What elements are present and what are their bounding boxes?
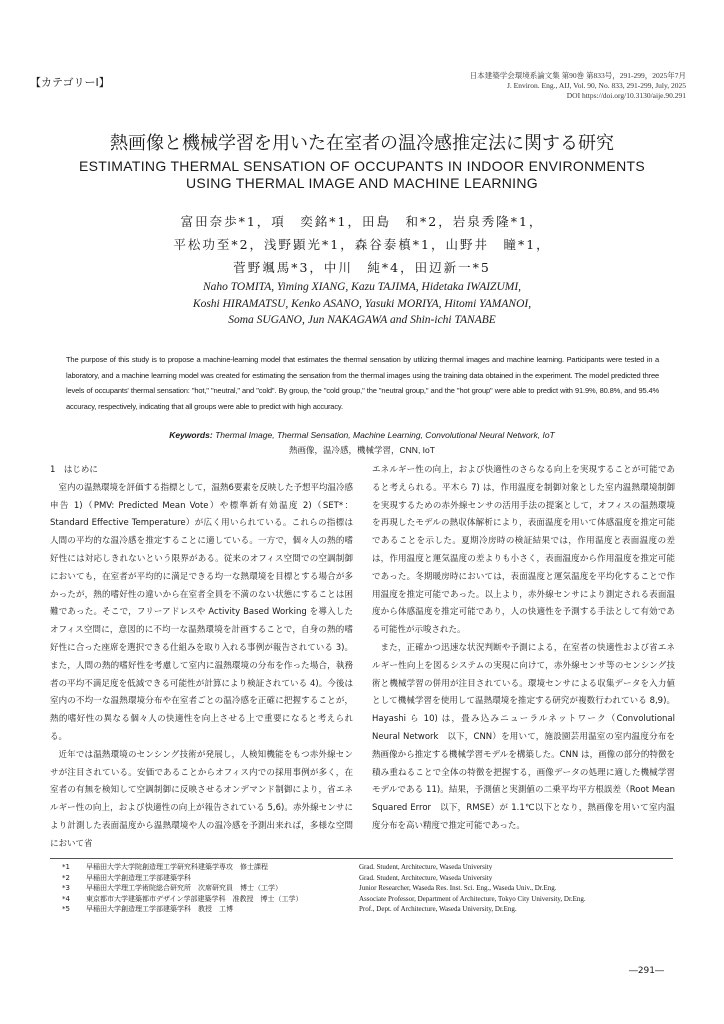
footnote-en: Prof., Dept. of Architecture, Waseda University, Dr.Eng. [359,905,517,914]
footnote-mark: *4 [62,894,70,903]
authors-en-line: Koshi HIRAMATSU, Kenko ASANO, Yasuki MORIYA, Hitomi YAMANOI, [192,297,532,310]
category-label: 【カテゴリーⅠ】 [30,76,110,89]
footnote-mark: *1 [62,863,70,871]
authors-en-line: Soma SUGANO, Jun NAKAGAWA and Shin-ichi TANABE [228,314,496,326]
footnote-text: 早稲田大学理工学術院総合研究所 次席研究員 博士（工学） [86,884,282,893]
body-column-left [50,462,353,854]
authors-en-line: Naho TOMITA, Yiming XIANG, Kazu TAJIMA, Hidetaka IWAIZUMI, [202,281,522,293]
abstract: The purpose of this study is to propose a machine-learning model that estimates the thermal sensation by utilizing thermal images and machine learning. Participants were tested in a laboratory, and a machine learning model was created for estimating the sensation from the thermal images using the training data obtained in the experiment. The model predicted three levels of occupants' thermal sensation: "hot," "neutral," and "cold". By group, the "cold group," the "neutral group," and the "hot group" were able to predict with 91.9%, 80.8%, and 95.4% accuracy, respectively, indicating that all groups were able to predict with high accuracy. [66,355,659,411]
footnote-mark: *2 [62,873,70,882]
keywords-label: Keywords: [169,430,213,440]
footnote-jp [62,904,303,915]
footnote-en: Associate Professor, Department of Architecture, Tokyo City University, Dr.Eng. [359,894,586,903]
paper-title-jp: 熱画像と機械学習を用いた在室者の温冷感推定法に関する研究 [110,133,614,154]
footnote-mark: *5 [62,905,70,914]
page-number: ―291― [628,966,664,976]
footnote-text: 早稲田大学創造理工学部建築学科 [86,873,191,882]
footnotes-en [359,862,586,915]
footnote-jp [62,862,303,873]
footnote-mark: *3 [62,884,70,893]
footnote-text: 東京都市大学建築都市デザイン学部建築学科 准教授 博士（工学） [86,894,303,903]
paragraph: 室内の温熱環境を評価する指標として，温熱6要素を反映した予想平均温冷感申告 1)（PMV: Predicted Mean Vote）や標準新有効温度 2)（SET*：Standard Effective Temperature）が広く用いられている。これらの指標は人間の平均的な温冷感を推定することに適している。一方で，個々人の熱的嗜好性には対応しきれないという限界がある。従来のオフィス空間での空調制御においても，在室者が平均的に満足できる均一な熱環境を目標とする場合が多かったが，熱的嗜好性の違いから在室者全員を不満のない状態にすることは困難であった。そこで，フリーアドレスや Activity Based Working を導入したオフィス空間に，意図的に不均一な温熱環境を計画することで，自身の熱的嗜好性に合った座席を選択できる仕組みを取り入れる事例が報告されている 3)。また，人間の熱的嗜好性を考慮して室内に温熱環境の分布を作った場合，執務者の平均不満足度を低減できる可能性が計算により検証されている 4)。今後は室内の不均一な温熱環境分布や在室者ごとの温冷感を正確に把握することが，熱的嗜好性の異なる個々人の快適性を向上させる上で重要になると考えられる。 [50,482,353,742]
authors-jp-line: 平松功至*2，浅野顕光*1，森谷泰槙*1，山野井 瞳*1， [173,237,551,252]
paragraph: エネルギー性の向上，および快適性のさらなる向上を実現することが可能であると考えられる。平木ら 7) は，作用温度を制御対象とした室内温熱環境制御を実現するための赤外線センサの活用手法の提案として，オフィスの温熱環境を再現したモデルの熱収体解析により，表面温度を用いて体感温度を推定可能であることを示した。夏期冷房時の検証結果では，作用温度と表面温度の差は，作用温度と運気温度の差よりも小さく，表面温度から作用温度を推定可能であった。冬期暖房時においては，表面温度と運気温度を平均化することで作用温度を推定可能であった。以上より，赤外線センサにより測定される表面温度から体感温度を推定可能であり，人の快適性を予測する手法として有効である可能性が示唆された。 [372,465,675,636]
footnote-jp [62,894,303,905]
footnote-divider [50,858,673,859]
footnote-jp [62,873,303,884]
journal-en: J. Environ. Eng., AIJ, Vol. 90, No. 833, 291-299, July, 2025 [506,81,686,90]
footnote-text: 早稲田大学大学院創造理工学研究科建築学専攻 修士課程 [86,863,268,871]
footnotes-jp [62,862,303,915]
footnote-text: 早稲田大学創造理工学部建築学科 教授 工博 [86,905,233,914]
keywords-en: Thermal Image, Thermal Sensation, Machine Learning, Convolutional Neural Network, IoT [215,430,555,440]
authors-jp-line: 富田奈歩*1，項 奕銘*1，田島 和*2，岩泉秀隆*1， [180,214,544,229]
authors-jp-line: 菅野颯馬*3，中川 純*4，田辺新一*5 [233,260,491,275]
authors-jp [0,210,724,279]
footnote-en: Grad. Student, Architecture, Waseda University [359,863,493,871]
paper-title-en: ESTIMATING THERMAL SENSATION OF OCCUPANTS IN INDOOR ENVIRONMENTS USING THERMAL IMAGE AND MACHINE LEARNING [78,158,646,191]
footnote-jp [62,883,303,894]
footnote-en: Grad. Student, Architecture, Waseda University [359,873,493,882]
paragraph: 近年では温熱環境のセンシング技術が発展し，人検知機能をもつ赤外線センサが注目されている。安価であることからオフィス内での採用事例が多く，在室者の有無を検知して空調制御に反映させるオンデマンド制御により，省エネルギー性の向上，および快適性の向上が報告されている 5,6)。赤外線センサにより計測した表面温度から温熱環境や人の温冷感を予測出来れば，多様な空間において省 [50,749,353,849]
section-heading: 1 はじめに [50,465,98,475]
footnote-en: Junior Researcher, Waseda Res. Inst. Sci. Eng., Waseda Univ., Dr.Eng. [359,884,557,893]
journal-doi[interactable]: DOI https://doi.org/10.3130/aije.90.291 [566,91,686,100]
journal-jp: 日本建築学会環境系論文集 第90巻 第833号，291-299，2025年7月 [469,71,686,80]
authors-en [0,279,724,329]
keywords [0,428,724,458]
keywords-jp: 熱画像，温冷感，機械学習，CNN, IoT [289,445,435,455]
journal-info [470,71,686,101]
body-column-right [372,462,675,836]
paragraph: また，正確かつ迅速な状況判断や予測による，在室者の快適性および省エネルギー性向上を図るシステムの実現に向けて，赤外線センサ等のセンシング技術と機械学習の併用が注目されている。環境センサによる収集データを入力値として機械学習を使用して温熱環境を推定する研究が複数行われている 8,9)。Hayashi ら 10) は，畳み込みニューラルネットワーク（Convolutional Neural Network 以下，CNN）を用いて，施設園芸用温室の室内温度分布を熱画像から推定する機械学習モデルを構築した。CNN は，画像の部分的特徴を積み重ねることで全体の特徴を把握する，画像データの処理に適した機械学習モデルである 11)。結果，予測値と実測値の二乗平均平方根誤差（Root Mean Squared Error 以下，RMSE）が 1.1℃以下となり，熱画像を用いて室内温度分布を高い精度で推定可能であった。 [372,642,675,831]
